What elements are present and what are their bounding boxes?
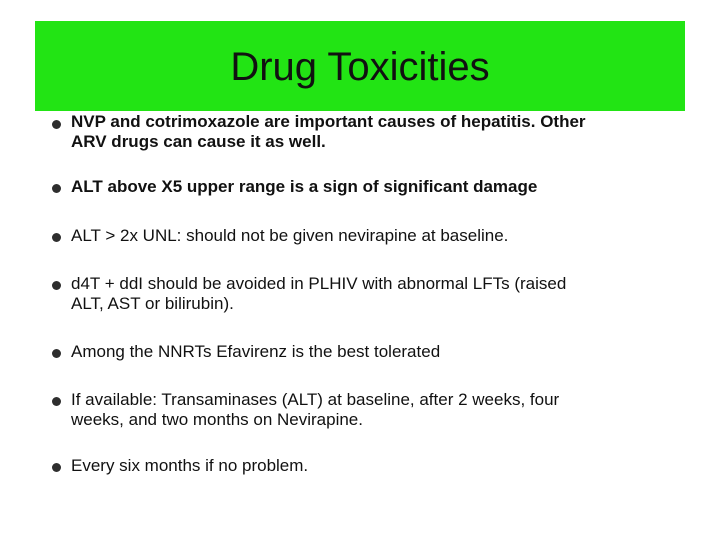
bullet-dot-icon (52, 233, 61, 242)
bullet-text: Every six months if no problem. (71, 456, 309, 475)
bullet-text: Among the NNRTs Efavirenz is the best tolerated (71, 342, 441, 361)
bullet-dot-icon (52, 349, 61, 358)
bullet-dot-icon (52, 184, 61, 193)
bullet-text: If available: Transaminases (ALT) at baseline, after 2 weeks, four weeks, and two months on Nevirapine. (71, 390, 560, 429)
slide-title: Drug Toxicities (230, 45, 490, 89)
bullet-text: ALT > 2x UNL: should not be given nevirapine at baseline. (71, 226, 509, 245)
bullet-text: NVP and cotrimoxazole are important causes of hepatitis. Other ARV drugs can cause it as well. (71, 112, 586, 151)
bullet-dot-icon (52, 463, 61, 472)
bullet-dot-icon (52, 120, 61, 129)
bullet-dot-icon (52, 281, 61, 290)
bullet-text: d4T + ddI should be avoided in PLHIV with abnormal LFTs (raised ALT, AST or bilirubin). (71, 274, 567, 313)
bullet-text: ALT above X5 upper range is a sign of significant damage (71, 177, 538, 196)
bullet-dot-icon (52, 397, 61, 406)
